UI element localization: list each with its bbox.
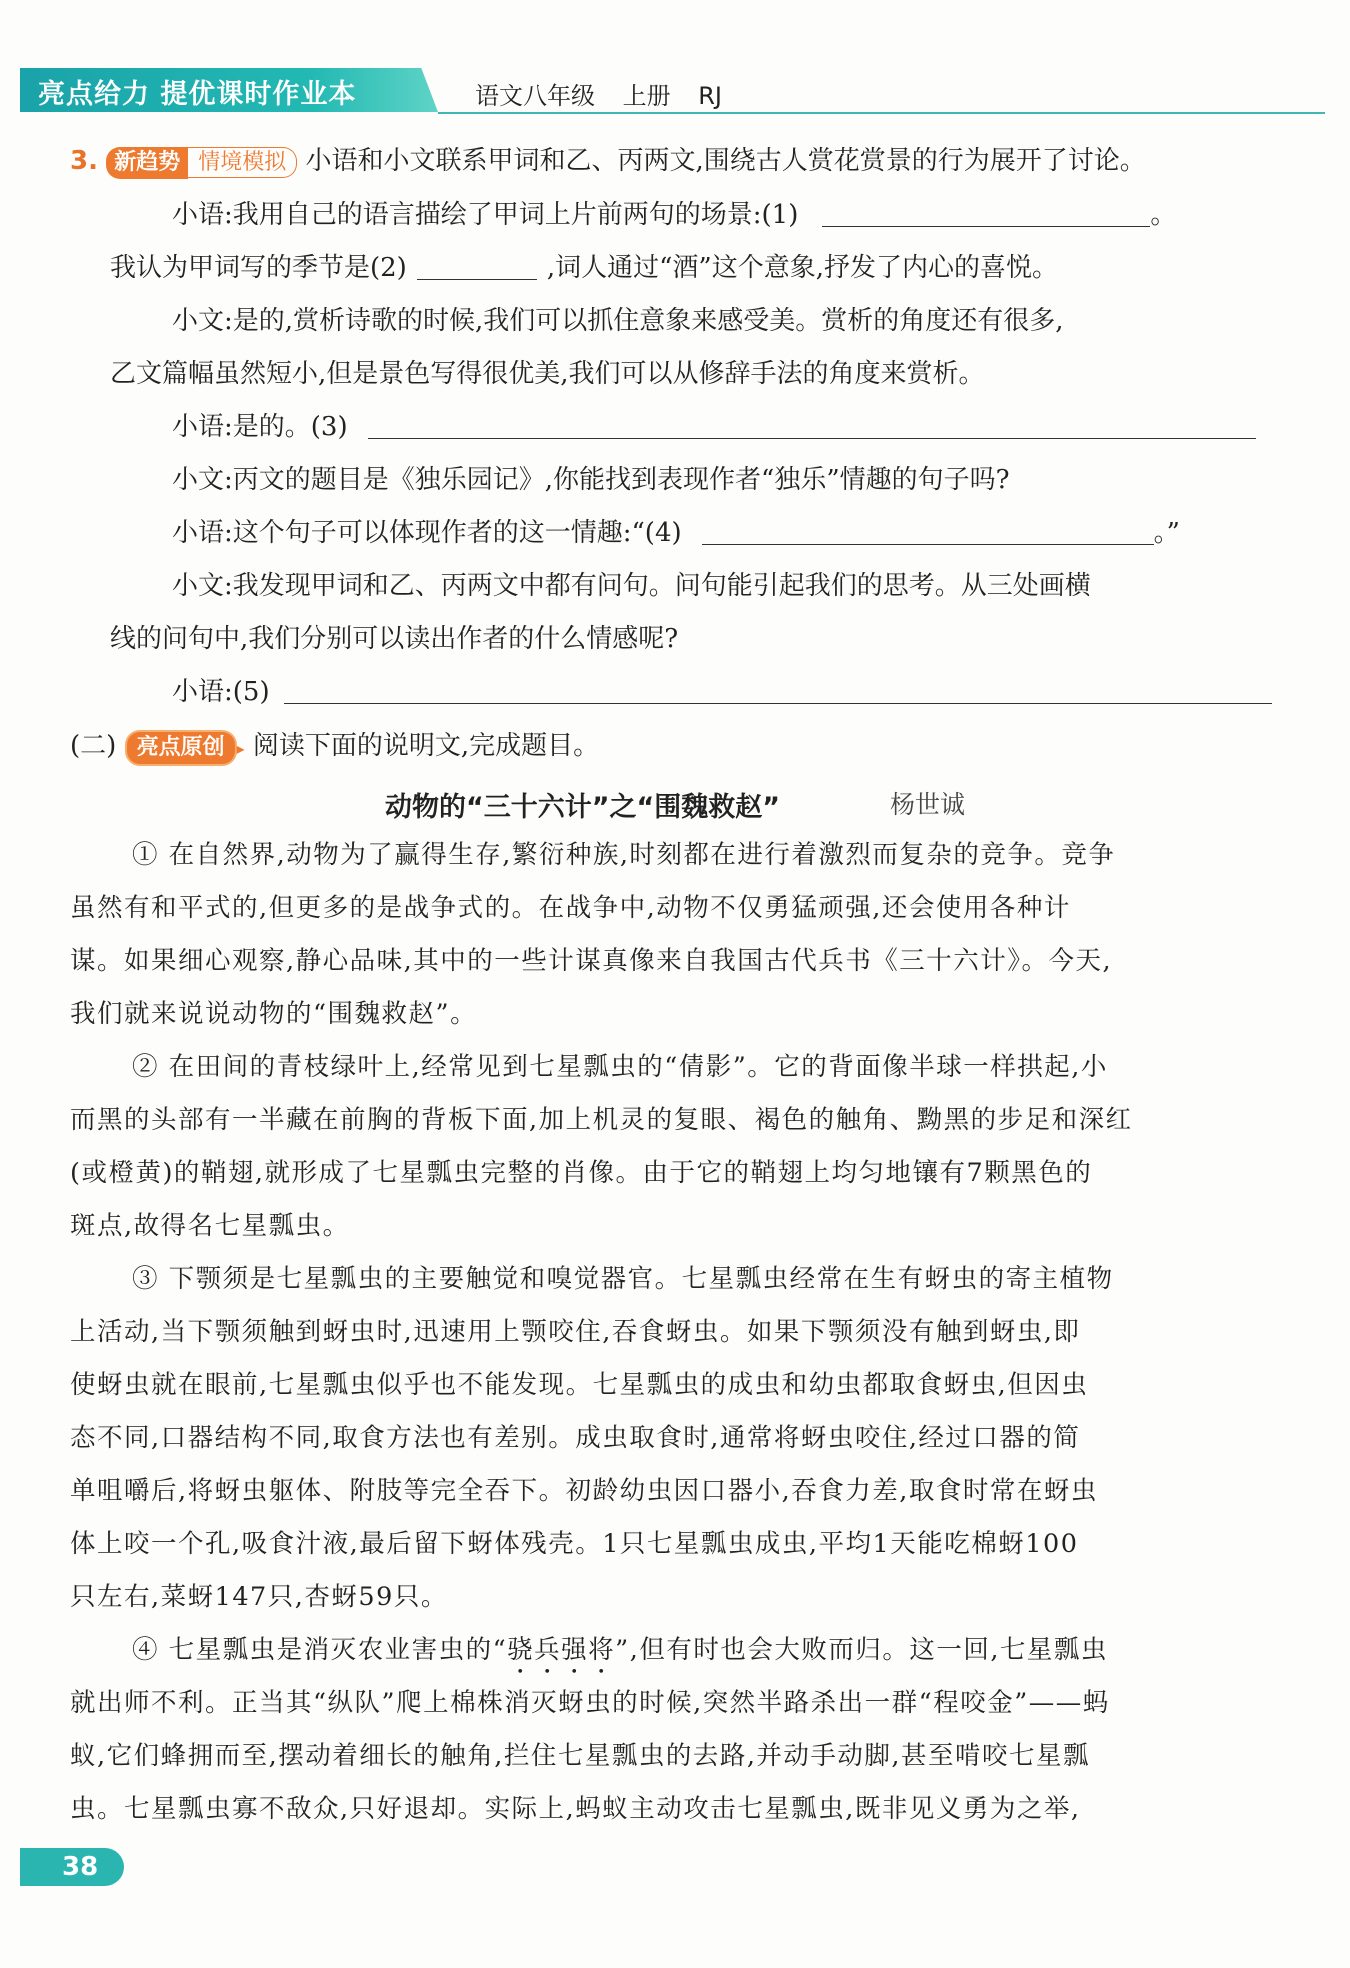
article-author: 杨世诚 [890, 790, 966, 819]
dialog-line-2 [110, 251, 1058, 285]
article-line: 斑点,故得名七星瓢虫。 [70, 1211, 350, 1241]
dialog-text: 。 [1150, 200, 1177, 230]
dialog-line-3: 小文:是的,赏析诗歌的时候,我们可以抓住意象来感受美。赏析的角度还有很多, [172, 306, 1064, 336]
question-number: 3. [70, 146, 98, 176]
subject-label: 语文八年级 上册 RJ [475, 82, 723, 110]
scene-badge: 情境模拟 [188, 147, 297, 178]
dialog-line-4: 乙文篇幅虽然短小,但是景色写得很优美,我们可以从修辞手法的角度来赏析。 [110, 359, 985, 389]
article-line: 谋。如果细心观察,静心品味,其中的一些计谋真像来自我国古代兵书《三十六计》。今天, [70, 946, 1113, 976]
article-line: 就出师不利。正当其“纵队”爬上棉株消灭蚜虫的时候,突然半路杀出一群“程咬金”——蚂 [70, 1688, 1110, 1718]
article-line: 单咀嚼后,将蚜虫躯体、附肢等完全吞下。初龄幼虫因口器小,吞食力差,取食时常在蚜虫 [70, 1476, 1098, 1506]
badge-pointer-icon: ▸ [236, 739, 245, 758]
article-line: 只左右,菜蚜147只,杏蚜59只。 [70, 1582, 448, 1612]
book-title: 亮点给力 提优课时作业本 [38, 79, 357, 110]
dialog-line-8: 小文:我发现甲词和乙、丙两文中都有问句。问句能引起我们的思考。从三处画横 [172, 571, 1091, 601]
dialog-text: 小语:我用自己的语言描绘了甲词上片前两句的场景:(1) [172, 200, 799, 230]
page-number: 38 [20, 1848, 124, 1886]
dialog-text: 我认为甲词写的季节是(2) [110, 253, 407, 283]
article-line: 蚁,它们蜂拥而至,摆动着细长的触角,拦住七星瓢虫的去路,并动手动脚,甚至啃咬七星瓢 [70, 1741, 1091, 1771]
page-header [20, 62, 1325, 118]
answer-blank-2[interactable] [417, 255, 537, 280]
article-line: (或橙黄)的鞘翅,就形成了七星瓢虫完整的肖像。由于它的鞘翅上均匀地镶有7颗黑色的 [70, 1158, 1093, 1188]
article-line: 虫。七星瓢虫寡不敌众,只好退却。实际上,蚂蚁主动攻击七星瓢虫,既非见义勇为之举, [70, 1794, 1081, 1824]
header-rule [438, 112, 1325, 114]
article-line: 体上咬一个孔,吸食汁液,最后留下蚜体残壳。1只七星瓢虫成虫,平均1天能吃棉蚜100 [70, 1529, 1079, 1559]
emphasized-phrase: 骁兵强将 [507, 1635, 616, 1665]
article-line: 虽然有和平式的,但更多的是战争式的。在战争中,动物不仅勇猛顽强,还会使用各种计 [70, 893, 1071, 923]
article-line: ③ 下颚须是七星瓢虫的主要触觉和嗅觉器官。七星瓢虫经常在生有蚜虫的寄主植物 [132, 1264, 1114, 1294]
dialog-line-1 [172, 198, 1176, 232]
article-title: 动物的“三十六计”之“围魏救赵” [385, 792, 780, 823]
section-label: (二) [70, 731, 117, 761]
article-text: ”,但有时也会大败而归。这一回,七星瓢虫 [615, 1635, 1108, 1665]
article-text: ④ 七星瓢虫是消灭农业害虫的“ [132, 1635, 508, 1665]
article-line: 而黑的头部有一半藏在前胸的背板下面,加上机灵的复眼、褐色的触角、黝黑的步足和深红 [70, 1105, 1133, 1135]
dialog-line-7 [172, 516, 1180, 550]
article-line: 态不同,口器结构不同,取食方法也有差别。成虫取食时,通常将蚜虫咬住,经过口器的简 [70, 1423, 1081, 1453]
answer-blank-5[interactable] [284, 679, 1272, 704]
article-line: 上活动,当下颚须触到蚜虫时,迅速用上颚咬住,吞食蚜虫。如果下颚须没有触到蚜虫,即 [70, 1317, 1081, 1347]
dialog-line-10 [172, 675, 1272, 709]
question-3-intro [70, 144, 1146, 179]
article-line: 使蚜虫就在眼前,七星瓢虫似乎也不能发现。七星瓢虫的成虫和幼虫都取食蚜虫,但因虫 [70, 1370, 1089, 1400]
question-intro-text: 小语和小文联系甲词和乙、丙两文,围绕古人赏花赏景的行为展开了讨论。 [305, 146, 1146, 176]
original-badge: 亮点原创 [125, 730, 237, 766]
dialog-text: 小语:这个句子可以体现作者的这一情趣:“(4) [172, 518, 682, 548]
section-2-heading [70, 729, 599, 766]
dialog-text: 小语:(5) [172, 677, 270, 707]
dialog-text: 。” [1153, 518, 1180, 548]
article-line: ① 在自然界,动物为了赢得生存,繁衍种族,时刻都在进行着激烈而复杂的竞争。竞争 [132, 840, 1116, 870]
trend-badge: 新趋势 [106, 147, 188, 179]
dialog-text: 小语:是的。(3) [172, 412, 348, 442]
answer-blank-1[interactable] [822, 202, 1150, 227]
dialog-text: ,词人通过“酒”这个意象,抒发了内心的喜悦。 [546, 253, 1058, 283]
answer-blank-3[interactable] [368, 414, 1256, 439]
article-line: ② 在田间的青枝绿叶上,经常见到七星瓢虫的“倩影”。它的背面像半球一样拱起,小 [132, 1052, 1108, 1082]
section-instruction: 阅读下面的说明文,完成题目。 [252, 731, 600, 761]
dialog-line-5 [172, 410, 1256, 444]
dialog-line-6: 小文:丙文的题目是《独乐园记》,你能找到表现作者“独乐”情趣的句子吗? [172, 465, 1010, 495]
dialog-line-9: 线的问句中,我们分别可以读出作者的什么情感呢? [110, 624, 679, 654]
article-line [132, 1633, 1108, 1680]
answer-blank-4[interactable] [702, 520, 1154, 545]
article-line: 我们就来说说动物的“围魏救赵”。 [70, 999, 478, 1029]
